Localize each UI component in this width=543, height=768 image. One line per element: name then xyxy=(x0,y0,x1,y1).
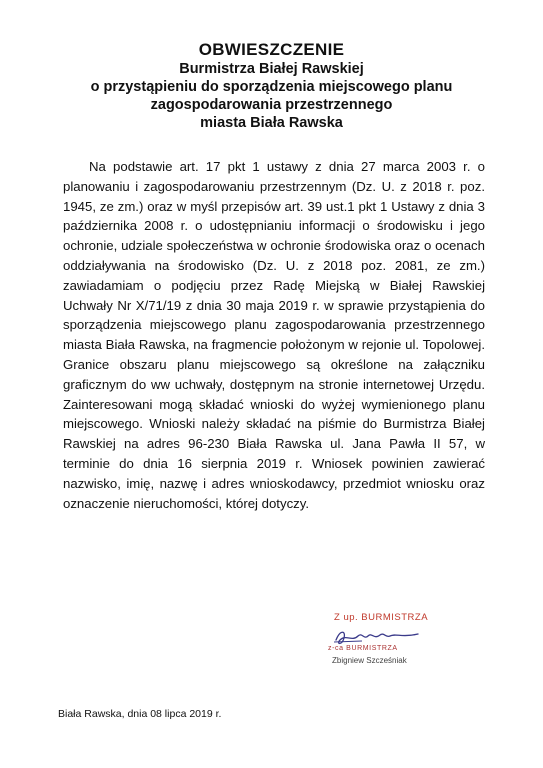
subtitle-line: Burmistrza Białej Rawskiej xyxy=(179,61,364,77)
place-and-date: Biała Rawska, dnia 08 lipca 2019 r. xyxy=(58,708,222,720)
document-heading xyxy=(40,40,503,132)
announcement-body xyxy=(63,157,485,513)
subtitle-line: miasta Biała Rawska xyxy=(200,115,343,131)
document-title: OBWIESZCZENIE xyxy=(198,40,345,59)
stamp-signatory-name: Zbigniew Szcześniak xyxy=(332,656,407,665)
subtitle-line: o przystąpieniu do sporządzenia miejscowego planu xyxy=(90,79,453,95)
stamp-authorization-line: Z up. BURMISTRZA xyxy=(334,612,429,623)
subtitle-line: zagospodarowania przestrzennego xyxy=(150,97,393,113)
body-paragraph: Na podstawie art. 17 pkt 1 ustawy z dnia 27 marca 2003 r. o planowaniu i zagospodarowaniu przestrzennym (Dz. U. z 2018 r. poz. 1945, ze zm.) oraz w myśl przepisów art. 39 ust.1 pkt 1 Ustawy z dnia 3 października 2008 r. o udostępnianiu informacji o środowisku i jego ochronie, udziale społeczeństwa w ochronie środowiska oraz o ocenach oddziaływania na środowisko (Dz. U. z 2018 poz. 2081, ze zm.) zawiadamiam o podjęciu przez Radę Miejską w Białej Rawskiej Uchwały Nr X/71/19 z dnia 30 maja 2019 r. w sprawie przystąpienia do sporządzenia miejscowego planu zagospodarowania przestrzennego miasta Biała Rawska, na fragmencie położonym w rejonie ul. Topolowej. Granice obszaru planu miejscowego są określone na załączniku graficznym do ww uchwały, dostępnym na stronie internetowej Urzędu. Zainteresowani mogą składać wnioski do wyżej wymienionego planu miejscowego. Wnioski należy składać na piśmie do Burmistrza Białej Rawskiej na adres 96-230 Biała Rawska ul. Jana Pawła II 57, w terminie do dnia 16 sierpnia 2019 r. Wniosek powinien zawierać nazwisko, imię, nazwę i adres wnioskodawcy, przedmiot wniosku oraz oznaczenie nieruchomości, której dotyczy. xyxy=(63,159,485,511)
stamp-deputy-line: z-ca BURMISTRZA xyxy=(328,645,398,652)
